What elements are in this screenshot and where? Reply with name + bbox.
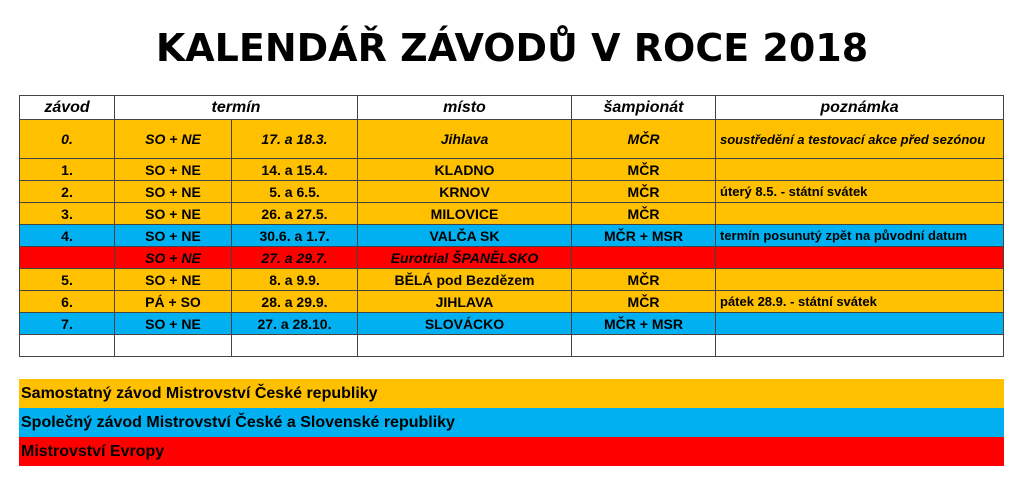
table-row <box>20 247 1004 269</box>
header-misto: místo <box>358 96 572 120</box>
table-row <box>20 181 1004 203</box>
cell-place: SLOVÁCKO <box>358 313 572 335</box>
cell-date: 27. a 28.10. <box>232 313 358 335</box>
page-title: KALENDÁŘ ZÁVODŮ V ROCE 2018 <box>155 26 869 70</box>
cell-date: 30.6. a 1.7. <box>232 225 358 247</box>
cell-date: 27. a 29.7. <box>232 247 358 269</box>
cell-days: SO + NE <box>115 159 232 181</box>
cell-zavod: 5. <box>20 269 115 291</box>
cell-place: BĚLÁ pod Bezdězem <box>358 269 572 291</box>
cell-champ: MČR <box>572 159 716 181</box>
cell-date: 8. a 9.9. <box>232 269 358 291</box>
cell-note <box>716 269 1004 291</box>
cell-place: MILOVICE <box>358 203 572 225</box>
cell-date: 26. a 27.5. <box>232 203 358 225</box>
cell-zavod: 1. <box>20 159 115 181</box>
cell-note <box>716 313 1004 335</box>
cell-date: 5. a 6.5. <box>232 181 358 203</box>
race-calendar-table <box>19 95 1004 357</box>
table-row <box>20 291 1004 313</box>
cell-note: pátek 28.9. - státní svátek <box>716 291 1004 313</box>
table-row <box>20 225 1004 247</box>
legend-me: Mistrovství Evropy <box>19 437 1004 466</box>
cell-place: KLADNO <box>358 159 572 181</box>
table-row-empty <box>20 335 1004 357</box>
cell-champ: MČR <box>572 120 716 159</box>
header-zavod: závod <box>20 96 115 120</box>
cell-champ: MČR <box>572 203 716 225</box>
cell-zavod: 0. <box>20 120 115 159</box>
cell-champ: MČR <box>572 291 716 313</box>
cell-days: SO + NE <box>115 181 232 203</box>
cell-days: SO + NE <box>115 203 232 225</box>
cell-date: 17. a 18.3. <box>232 120 358 159</box>
cell-days: SO + NE <box>115 313 232 335</box>
cell-note <box>716 247 1004 269</box>
header-sampionat: šampionát <box>572 96 716 120</box>
cell-place: KRNOV <box>358 181 572 203</box>
cell-champ: MČR <box>572 269 716 291</box>
cell-place: Jihlava <box>358 120 572 159</box>
cell-zavod: 3. <box>20 203 115 225</box>
cell-zavod: 4. <box>20 225 115 247</box>
cell-days: SO + NE <box>115 120 232 159</box>
header-termin: termín <box>115 96 358 120</box>
cell-note: úterý 8.5. - státní svátek <box>716 181 1004 203</box>
cell-zavod: 7. <box>20 313 115 335</box>
cell-days: PÁ + SO <box>115 291 232 313</box>
cell-days: SO + NE <box>115 247 232 269</box>
cell-zavod: 6. <box>20 291 115 313</box>
header-poznamka: poznámka <box>716 96 1004 120</box>
cell-zavod: 2. <box>20 181 115 203</box>
table-row <box>20 120 1004 159</box>
cell-note <box>716 203 1004 225</box>
cell-days: SO + NE <box>115 225 232 247</box>
cell-place: VALČA SK <box>358 225 572 247</box>
cell-note <box>716 159 1004 181</box>
cell-champ <box>572 247 716 269</box>
cell-place: JIHLAVA <box>358 291 572 313</box>
legend-mcr: Samostatný závod Mistrovství České republiky <box>19 379 1004 408</box>
cell-place: Eurotrial ŠPANĚLSKO <box>358 247 572 269</box>
table-row <box>20 159 1004 181</box>
cell-date: 28. a 29.9. <box>232 291 358 313</box>
table-row <box>20 269 1004 291</box>
table-row <box>20 203 1004 225</box>
legend-mcr-msr: Společný závod Mistrovství České a Slovenské republiky <box>19 408 1004 437</box>
table-header-row <box>20 96 1004 120</box>
cell-days: SO + NE <box>115 269 232 291</box>
table-row <box>20 313 1004 335</box>
cell-champ: MČR + MSR <box>572 225 716 247</box>
cell-zavod <box>20 247 115 269</box>
cell-champ: MČR <box>572 181 716 203</box>
cell-note: soustředění a testovací akce před sezónou <box>716 120 1004 159</box>
cell-date: 14. a 15.4. <box>232 159 358 181</box>
cell-champ: MČR + MSR <box>572 313 716 335</box>
cell-note: termín posunutý zpět na původní datum <box>716 225 1004 247</box>
